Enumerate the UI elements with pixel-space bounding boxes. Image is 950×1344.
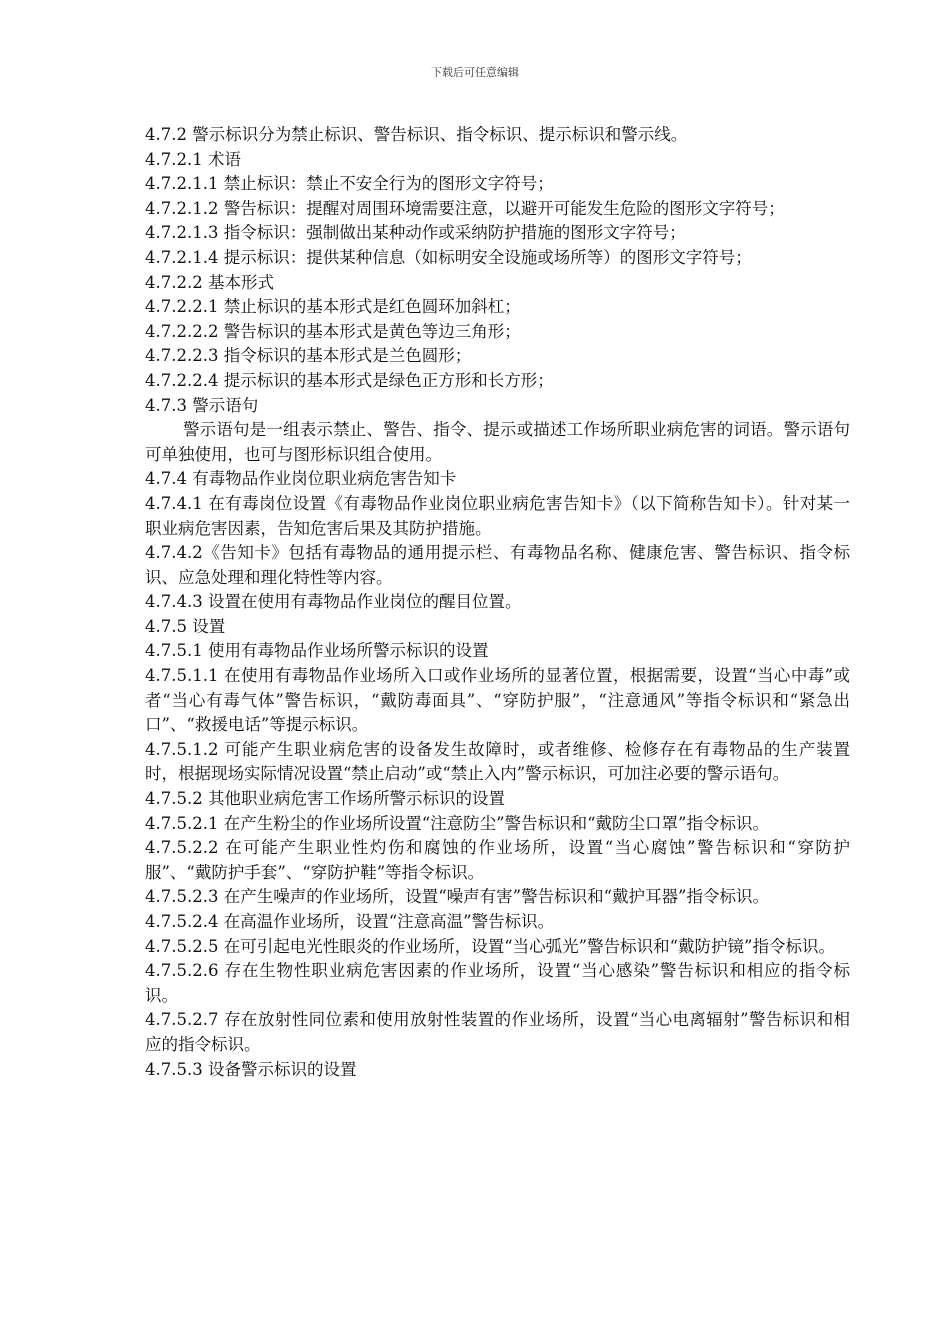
paragraph: 4.7.2 警示标识分为禁止标识、警告标识、指令标识、提示标识和警示线。 bbox=[145, 125, 688, 144]
section-heading: 4.7.5.2 其他职业病危害工作场所警示标识的设置 bbox=[145, 789, 505, 809]
paragraph: 4.7.5.2.4 在高温作业场所，设置“注意高温”警告标识。 bbox=[145, 912, 555, 931]
paragraph: 4.7.2.1.2 警告标识：提醒对周围环境需要注意，以避开可能发生危险的图形文字符号； bbox=[145, 198, 785, 218]
paragraph: 4.7.2.2.4 提示标识的基本形式是绿色正方形和长方形； bbox=[145, 370, 554, 390]
paragraph: 4.7.5.2.7 存在放射性同位素和使用放射性装置的作业场所，设置“当心电离辐射”警告标识和相应的指令标识。 bbox=[145, 1010, 850, 1054]
section-heading: 4.7.5 设置 bbox=[145, 616, 226, 636]
paragraph: 警示语句是一组表示禁止、警告、指令、提示或描述工作场所职业病危害的词语。警示语句可单独使用，也可与图形标识组合使用。 bbox=[145, 420, 850, 464]
paragraph: 4.7.4.2《告知卡》包括有毒物品的通用提示栏、有毒物品名称、健康危害、警告标识、指令标识、应急处理和理化特性等内容。 bbox=[145, 543, 850, 587]
section-heading: 4.7.3 警示语句 bbox=[145, 395, 259, 415]
paragraph: 4.7.2.1.4 提示标识：提供某种信息（如标明安全设施或场所等）的图形文字符号； bbox=[145, 247, 752, 267]
paragraph: 4.7.5.2.6 存在生物性职业病危害因素的作业场所，设置“当心感染”警告标识和相应的指令标识。 bbox=[145, 961, 850, 1005]
paragraph: 4.7.4.3 设置在使用有毒物品作业岗位的醒目位置。 bbox=[145, 592, 522, 612]
section-heading: 4.7.5.3 设备警示标识的设置 bbox=[145, 1059, 357, 1079]
paragraph: 4.7.2.1.3 指令标识：强制做出某种动作或采纳防护措施的图形文字符号； bbox=[145, 223, 686, 243]
section-heading: 4.7.2.2 基本形式 bbox=[145, 272, 274, 292]
paragraph: 4.7.5.2.5 在可引起电光性眼炎的作业场所，设置“当心弧光”警告标识和“戴防护镜”指令标识。 bbox=[145, 936, 835, 956]
section-heading: 4.7.5.1 使用有毒物品作业场所警示标识的设置 bbox=[145, 641, 489, 661]
paragraph: 4.7.5.1.1 在使用有毒物品作业场所入口或作业场所的显著位置，根据需要，设置“当心中毒”或者“当心有毒气体”警告标识，“戴防毒面具”、“穿防护服”，“注意通风”等指令标识和“紧急出口”、“救援电话”等提示标识。 bbox=[145, 666, 850, 735]
paragraph: 4.7.5.2.1 在产生粉尘的作业场所设置“注意防尘”警告标识和“戴防尘口罩”指令标识。 bbox=[145, 813, 769, 833]
paragraph: 4.7.2.2.1 禁止标识的基本形式是红色圆环加斜杠； bbox=[145, 297, 521, 317]
paragraph: 4.7.2.1.1 禁止标识：禁止不安全行为的图形文字符号； bbox=[145, 174, 554, 194]
paragraph: 4.7.5.2.3 在产生噪声的作业场所，设置“噪声有害”警告标识和“戴护耳器”指令标识。 bbox=[145, 887, 769, 907]
section-heading: 4.7.2.1 术语 bbox=[145, 149, 241, 169]
page-header: 下载后可任意编辑 bbox=[431, 66, 519, 79]
paragraph: 4.7.4.1 在有毒岗位设置《有毒物品作业岗位职业病危害告知卡》（以下简称告知卡）。针对某一职业病危害因素，告知危害后果及其防护措施。 bbox=[145, 493, 850, 538]
paragraph: 4.7.2.2.2 警告标识的基本形式是黄色等边三角形； bbox=[145, 321, 521, 341]
paragraph: 4.7.5.1.2 可能产生职业病危害的设备发生故障时，或者维修、检修存在有毒物品的生产装置时，根据现场实际情况设置“禁止启动”或“禁止入内”警示标识，可加注必要的警示语句。 bbox=[145, 739, 850, 784]
document-body bbox=[145, 123, 850, 1082]
section-heading: 4.7.4 有毒物品作业岗位职业病危害告知卡 bbox=[145, 469, 457, 489]
paragraph: 4.7.2.2.3 指令标识的基本形式是兰色圆形； bbox=[145, 346, 472, 366]
paragraph: 4.7.5.2.2 在可能产生职业性灼伤和腐蚀的作业场所，设置“当心腐蚀”警告标识和“穿防护服”、“戴防护手套”、“穿防护鞋”等指令标识。 bbox=[145, 838, 850, 882]
